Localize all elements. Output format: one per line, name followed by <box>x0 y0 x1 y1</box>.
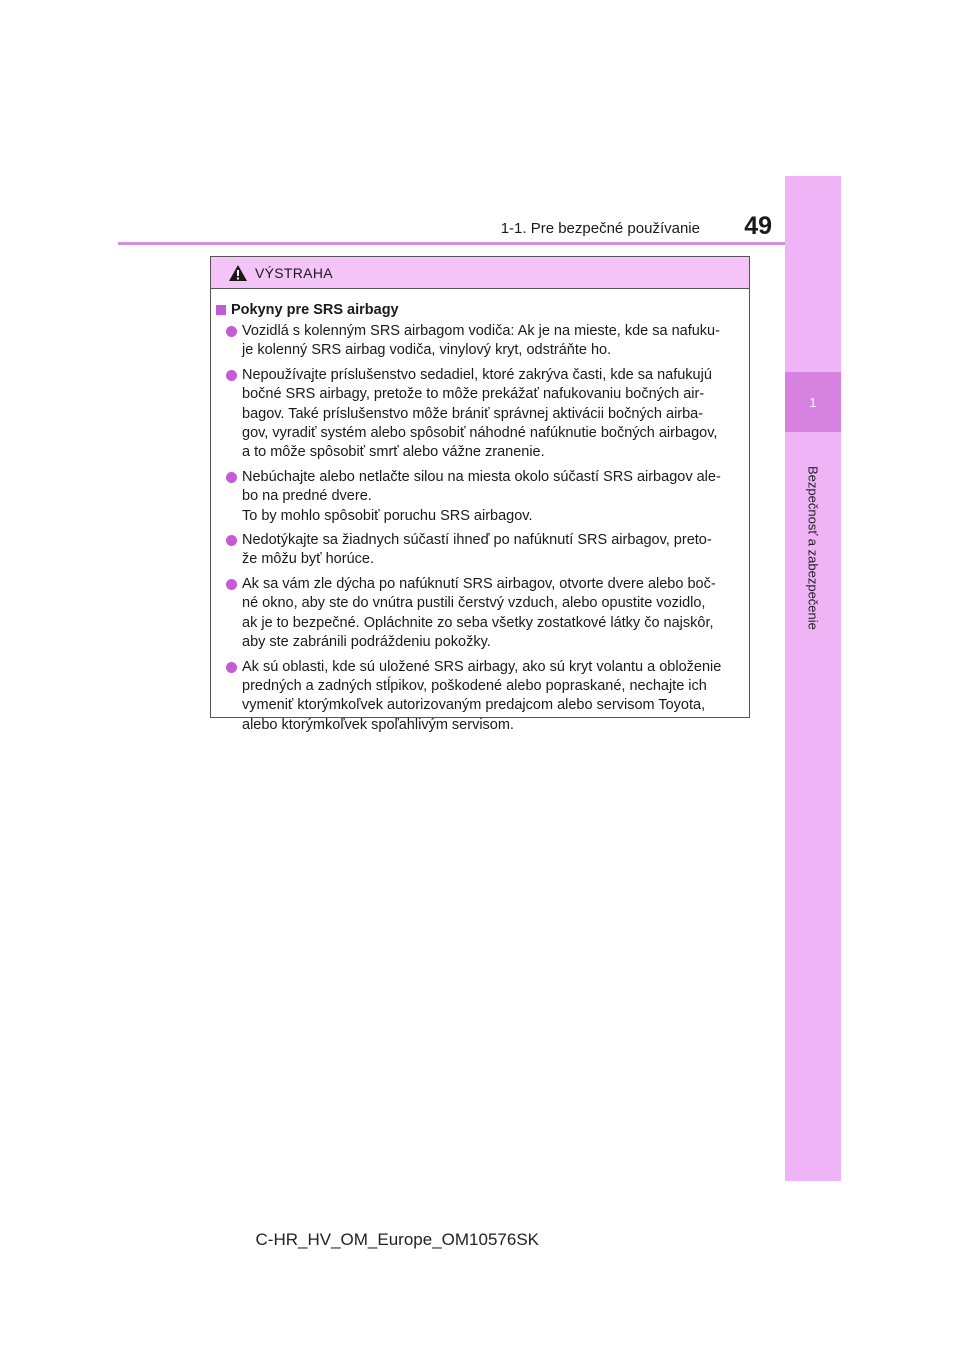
warning-box <box>210 256 750 733</box>
warning-body <box>211 289 749 735</box>
running-header-section: 1-1. Pre bezpečné používanie <box>500 220 700 237</box>
section-heading-text: Pokyny pre SRS airbagy <box>231 302 399 318</box>
bullet-dot-icon <box>226 662 237 673</box>
list-item <box>216 366 743 463</box>
item-text-line: bočné SRS airbagy, pretože to môže prekážať nafukovaniu bočných air- <box>242 386 705 403</box>
chapter-number-tab: 1 <box>785 372 841 432</box>
warning-items-list <box>216 322 743 735</box>
item-text-line: Vozidlá s kolenným SRS airbagom vodiča: Ak je na mieste, kde sa nafuku- <box>242 323 720 339</box>
item-text-line: ak je to bezpečné. Opláchnite zo seba všetky zostatkové látky čo najskôr, <box>242 614 714 631</box>
list-item <box>216 531 743 570</box>
item-text-line: bagov. Také príslušenstvo môže brániť správnej aktivácii bočných airba- <box>242 405 704 422</box>
item-text-line: né okno, aby ste do vnútra pustili čerstvý vzduch, alebo opustite vozidlo, <box>242 595 706 612</box>
item-text-line: že môžu byť horúce. <box>242 551 374 568</box>
item-text-line: Nepoužívajte príslušenstvo sedadiel, ktoré zakrýva časti, kde sa nafukujú <box>242 366 712 383</box>
bullet-dot-icon <box>226 326 237 337</box>
chapter-title: Bezpečnosť a zabezpečenie <box>805 465 821 630</box>
bullet-dot-icon <box>226 472 237 483</box>
item-text-line: predných a zadných stĺpikov, poškodené alebo popraskané, nechajte ich <box>242 677 707 694</box>
item-text-line: Ak sa vám zle dýcha po nafúknutí SRS airbagov, otvorte dvere alebo boč- <box>242 575 716 592</box>
item-text-line: alebo ktorýmkoľvek spoľahlivým servisom. <box>242 716 514 733</box>
list-item <box>216 468 743 526</box>
item-text-line: bo na predné dvere. <box>242 488 372 505</box>
item-text-line: Nebúchajte alebo netlačte silou na miesta okolo súčastí SRS airbagov ale- <box>242 468 721 485</box>
item-text-line: Ak sú oblasti, kde sú uložené SRS airbagy, ako sú kryt volantu a obloženie <box>242 658 722 675</box>
item-text-line: je kolenný SRS airbag vodiča, vinylový kryt, odstráňte ho. <box>242 342 612 359</box>
item-text-line: gov, vyradiť systém alebo spôsobiť náhodné nafúknutie bočných airbagov, <box>242 425 718 442</box>
item-text-line: vymeniť ktorýmkoľvek autorizovaným predajcom alebo servisom Toyota, <box>242 697 706 714</box>
list-item <box>216 658 743 736</box>
list-item <box>216 575 743 653</box>
item-text-line: a to môže spôsobiť smrť alebo vážne zranenie. <box>242 444 545 461</box>
bullet-dot-icon <box>226 535 237 546</box>
warning-header <box>211 257 749 289</box>
page-number: 49 <box>744 212 772 240</box>
square-bullet-icon <box>216 305 226 315</box>
warning-triangle-icon <box>228 264 248 282</box>
document-code: C-HR_HV_OM_Europe_OM10576SK <box>255 1230 539 1249</box>
warning-title: VÝSTRAHA <box>255 264 333 281</box>
item-text-line: aby ste zabránili podráždeniu pokožky. <box>242 634 491 651</box>
chapter-side-tab <box>785 176 841 1181</box>
list-item <box>216 322 743 361</box>
header-divider <box>118 242 841 245</box>
bullet-dot-icon <box>226 370 237 381</box>
bullet-dot-icon <box>226 579 237 590</box>
item-text-line: To by mohlo spôsobiť poruchu SRS airbagov. <box>242 507 533 524</box>
section-heading <box>216 302 743 318</box>
item-text-line: Nedotýkajte sa žiadnych súčastí ihneď po nafúknutí SRS airbagov, preto- <box>242 532 712 549</box>
